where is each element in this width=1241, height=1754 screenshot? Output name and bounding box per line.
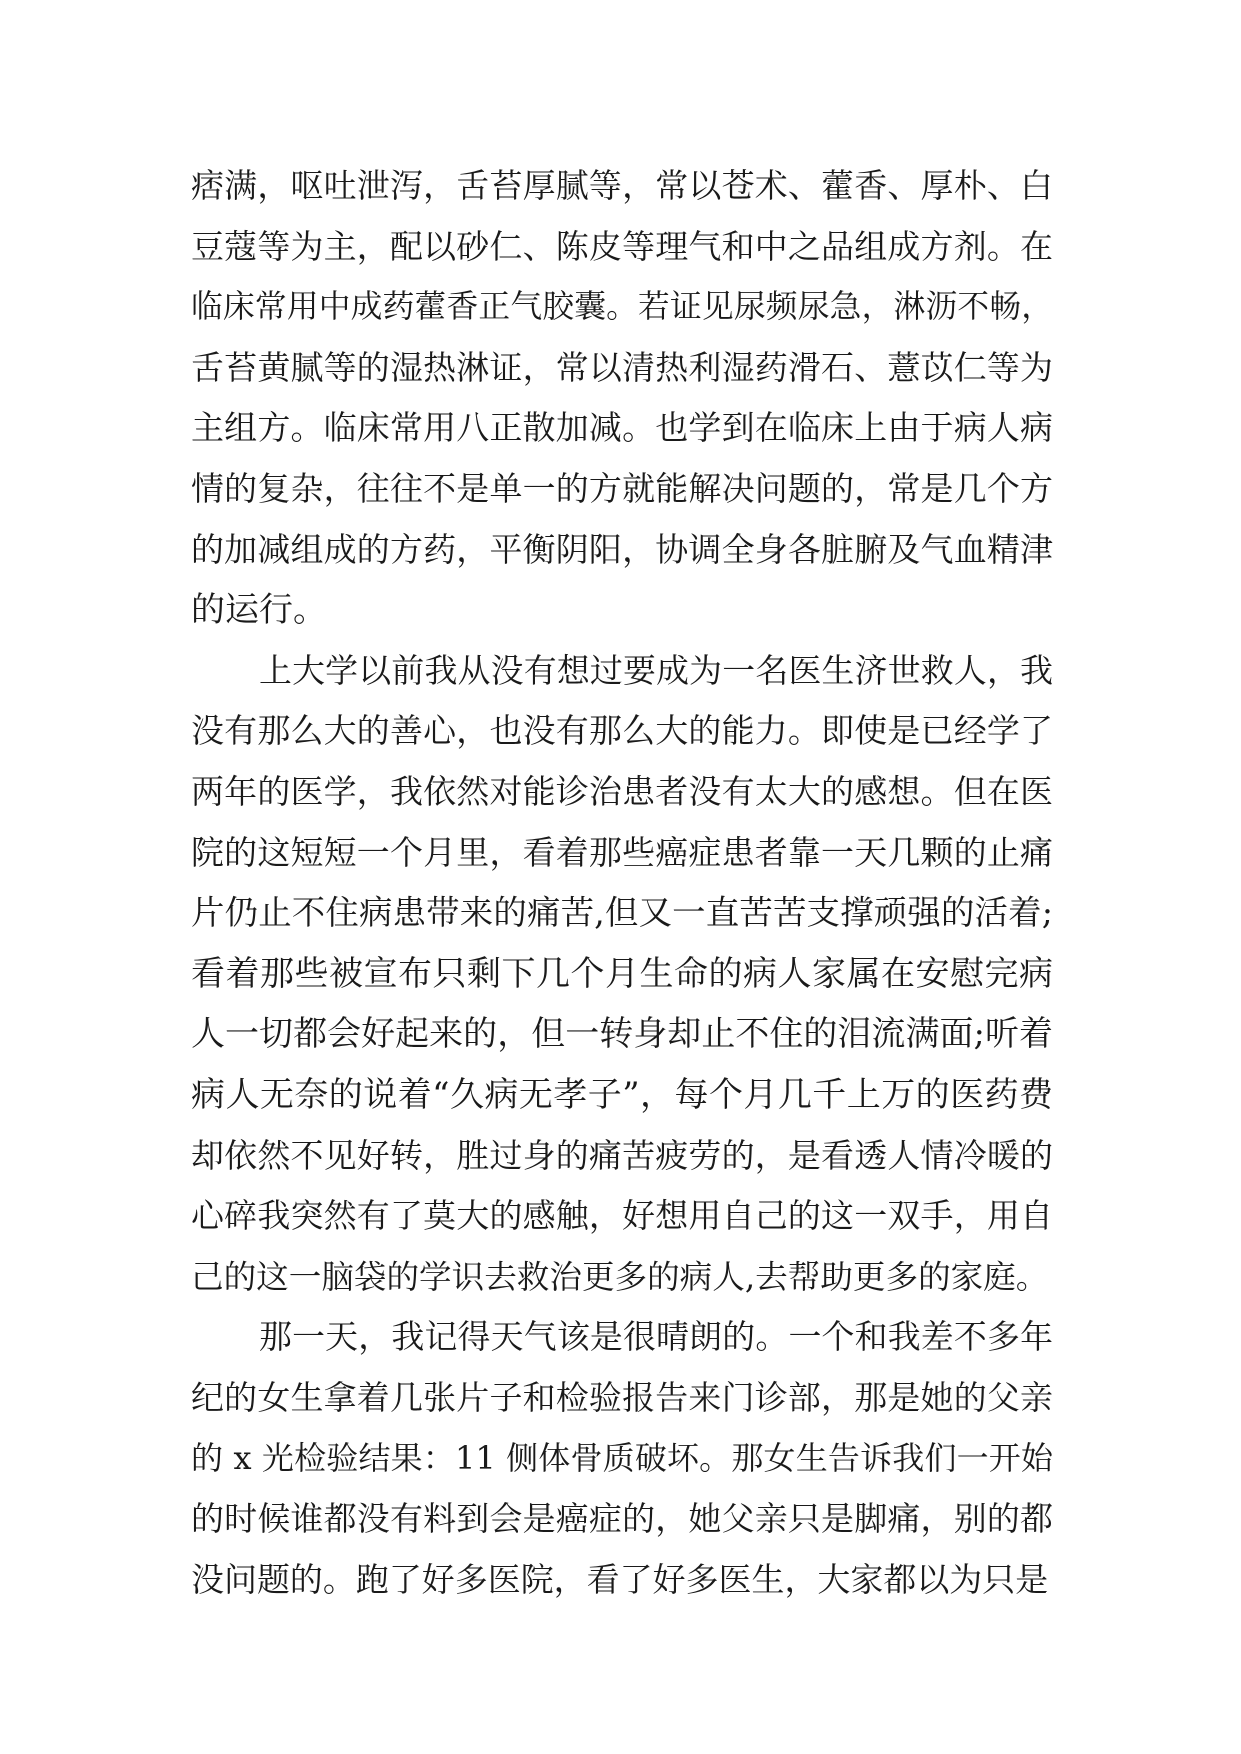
text-line: 上大学以前我从没有想过要成为一名医生济世救人，我 [259, 650, 1053, 690]
text-line: 的加减组成的方药，平衡阴阳，协调全身各脏腑及气血精津 [191, 529, 1053, 569]
paragraph [191, 156, 1053, 641]
text-line: 没问题的。跑了好多医院，看了好多医生，大家都以为只是 [191, 1559, 1049, 1599]
text-line: 舌苔黄腻等的湿热淋证，常以清热利湿药滑石、薏苡仁等为 [191, 347, 1053, 387]
text-line: 片仍止不住病患带来的痛苦,但又一直苦苦支撑顽强的活着; [191, 893, 1053, 933]
text-line: 病人无奈的说着“久病无孝子”，每个月几千上万的医药费 [191, 1074, 1053, 1115]
text-line: 痞满，呕吐泄泻，舌苔厚腻等，常以苍术、藿香、厚朴、白 [191, 166, 1053, 205]
text-line: 那一天，我记得天气该是很晴朗的。一个和我差不多年 [259, 1317, 1053, 1357]
body-text [191, 156, 1053, 1610]
text-line: 纪的女生拿着几张片子和检验报告来门诊部，那是她的父亲 [191, 1377, 1053, 1417]
paragraph [191, 641, 1053, 1308]
text-line: 两年的医学，我依然对能诊治患者没有太大的感想。但在医 [191, 771, 1053, 811]
paragraph [191, 1307, 1053, 1610]
text-line: 主组方。临床常用八正散加减。也学到在临床上由于病人病 [191, 408, 1053, 448]
text-line: 临床常用中成药藿香正气胶囊。若证见尿频尿急，淋沥不畅， [191, 289, 1053, 326]
text-line: 院的这短短一个月里，看着那些癌症患者靠一天几颗的止痛 [191, 832, 1053, 872]
text-line: 情的复杂，往往不是单一的方就能解决问题的，常是几个方 [191, 468, 1053, 508]
text-line: 豆蔻等为主，配以砂仁、陈皮等理气和中之品组成方剂。在 [191, 226, 1053, 266]
text-line: 却依然不见好转，胜过身的痛苦疲劳的，是看透人情冷暖的 [191, 1135, 1053, 1175]
text-line: 的时候谁都没有料到会是癌症的，她父亲只是脚痛，别的都 [191, 1499, 1053, 1539]
text-line: 的运行。 [191, 590, 327, 631]
text-line: 己的这一脑袋的学识去救治更多的病人,去帮助更多的家庭。 [191, 1257, 1049, 1296]
text-line: 看着那些被宣布只剩下几个月生命的病人家属在安慰完病 [191, 953, 1053, 994]
text-line: 人一切都会好起来的，但一转身却止不住的泪流满面;听着 [191, 1014, 1054, 1055]
text-line: 心碎我突然有了莫大的感触，好想用自己的这一双手，用自 [191, 1196, 1053, 1236]
text-line: 的 x 光检验结果：11 侧体骨质破坏。那女生告诉我们一开始 [191, 1439, 1053, 1478]
text-line: 没有那么大的善心，也没有那么大的能力。即使是已经学了 [191, 711, 1053, 751]
